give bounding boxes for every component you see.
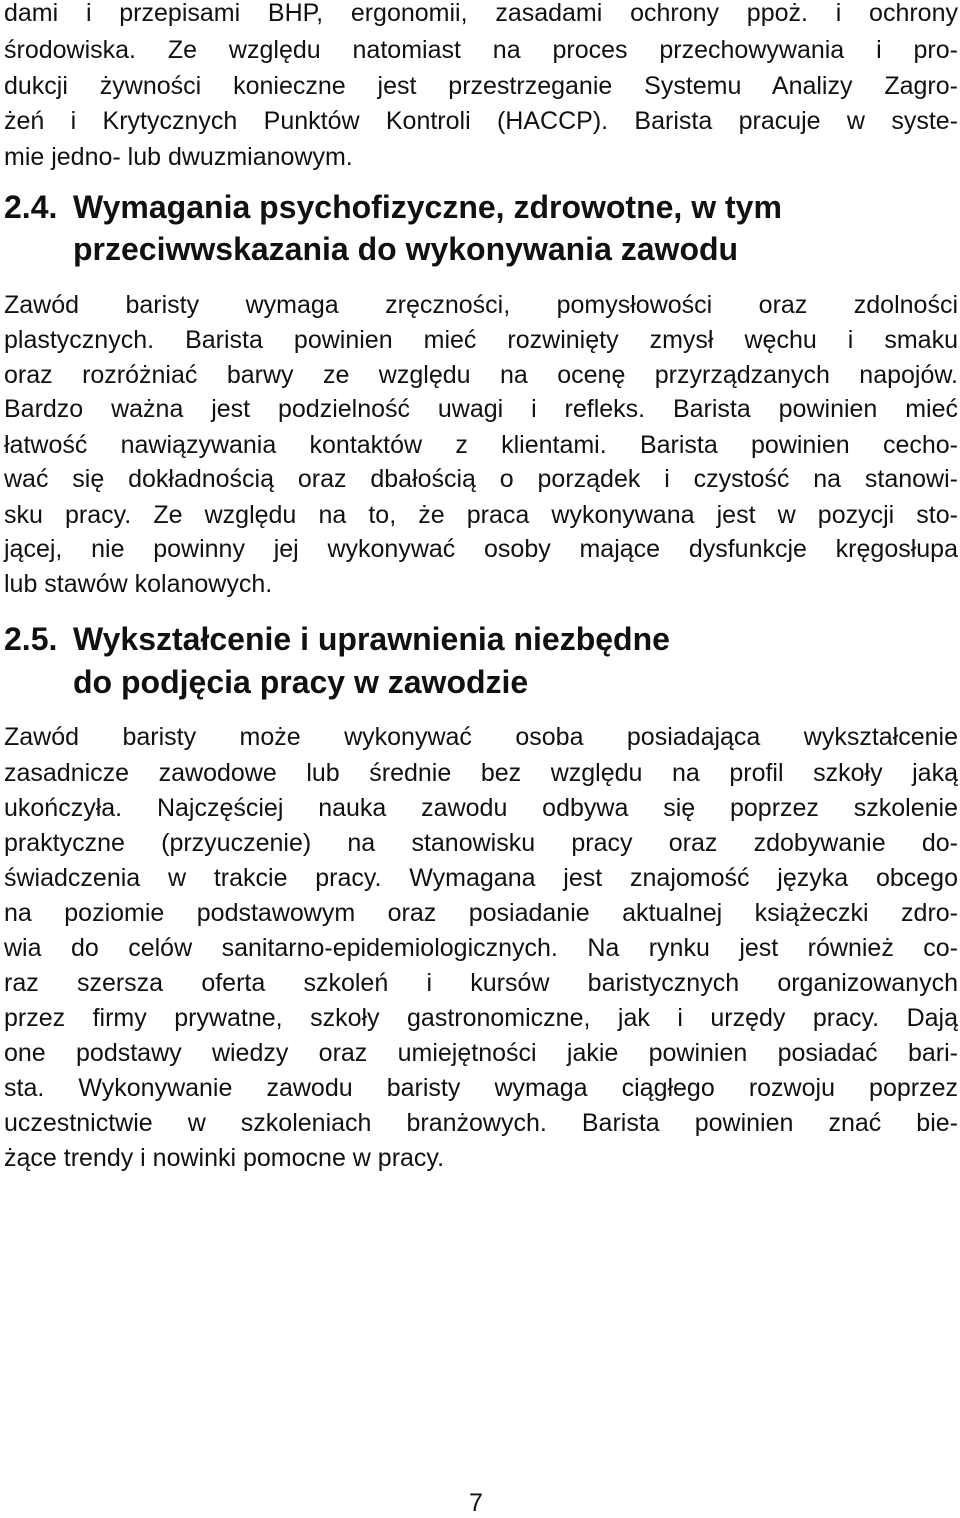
paragraph-line: plastycznych. Barista powinien mieć rozwinięty zmysł węchu i smaku — [4, 326, 958, 354]
section-number: 2.4. — [4, 189, 58, 225]
section-heading: Wymagania psychofizyczne, zdrowotne, w tym — [73, 189, 782, 225]
section-heading: do podjęcia pracy w zawodzie — [73, 664, 529, 700]
paragraph-line: Bardzo ważna jest podzielność uwagi i refleks. Barista powinien mieć — [4, 395, 958, 423]
paragraph-line: świadczenia w trakcie pracy. Wymagana jest znajomość języka obcego — [4, 864, 958, 892]
paragraph-line: wać się dokładnością oraz dbałością o porządek i czystość na stanowi- — [4, 465, 958, 493]
paragraph-line: przez firmy prywatne, szkoły gastronomiczne, jak i urzędy pracy. Dają — [4, 1004, 958, 1032]
paragraph-line: praktyczne (przyuczenie) na stanowisku pracy oraz zdobywanie do- — [4, 829, 958, 857]
paragraph-line: Zawód baristy wymaga zręczności, pomysłowości oraz zdolności — [4, 291, 958, 319]
paragraph-line: żeń i Krytycznych Punktów Kontroli (HACCP). Barista pracuje w syste- — [4, 107, 958, 135]
paragraph-line: jącej, nie powinny jej wykonywać osoby mające dysfunkcje kręgosłupa — [4, 535, 958, 563]
paragraph-line: Zawód baristy może wykonywać osoba posiadająca wykształcenie — [4, 723, 958, 751]
section-number: 2.5. — [4, 621, 58, 657]
paragraph-line: żące trendy i nowinki pomocne w pracy. — [4, 1144, 445, 1172]
paragraph-line: wia do celów sanitarno-epidemiologicznych. Na rynku jest również co- — [4, 934, 958, 962]
paragraph-line: sta. Wykonywanie zawodu baristy wymaga ciągłego rozwoju poprzez — [4, 1074, 958, 1102]
paragraph-line: dami i przepisami BHP, ergonomii, zasadami ochrony ppoż. i ochrony — [4, 0, 958, 27]
paragraph-line: raz szersza oferta szkoleń i kursów baristycznych organizowanych — [4, 969, 958, 997]
paragraph-line: sku pracy. Ze względu na to, że praca wykonywana jest w pozycji sto- — [4, 501, 958, 529]
paragraph-line: dukcji żywności konieczne jest przestrzeganie Systemu Analizy Zagro- — [4, 72, 958, 100]
paragraph-line: oraz rozróżniać barwy ze względu na ocenę przyrządzanych napojów. — [4, 361, 958, 389]
paragraph-line: one podstawy wiedzy oraz umiejętności jakie powinien posiadać bari- — [4, 1039, 958, 1067]
paragraph-line: ukończyła. Najczęściej nauka zawodu odbywa się poprzez szkolenie — [4, 794, 958, 822]
paragraph-line: zasadnicze zawodowe lub średnie bez względu na profil szkoły jaką — [4, 759, 958, 787]
page-number: 7 — [469, 1489, 483, 1517]
paragraph-line: na poziomie podstawowym oraz posiadanie aktualnej książeczki zdro- — [4, 899, 958, 927]
paragraph-line: mie jedno- lub dwuzmianowym. — [4, 143, 353, 171]
section-heading: przeciwwskazania do wykonywania zawodu — [73, 231, 739, 267]
paragraph-line: środowiska. Ze względu natomiast na proces przechowywania i pro- — [4, 36, 958, 64]
paragraph-line: lub stawów kolanowych. — [4, 570, 273, 598]
paragraph-line: uczestnictwie w szkoleniach branżowych. Barista powinien znać bie- — [4, 1109, 958, 1137]
paragraph-line: łatwość nawiązywania kontaktów z klientami. Barista powinien cecho- — [4, 431, 958, 459]
section-heading: Wykształcenie i uprawnienia niezbędne — [73, 621, 670, 657]
